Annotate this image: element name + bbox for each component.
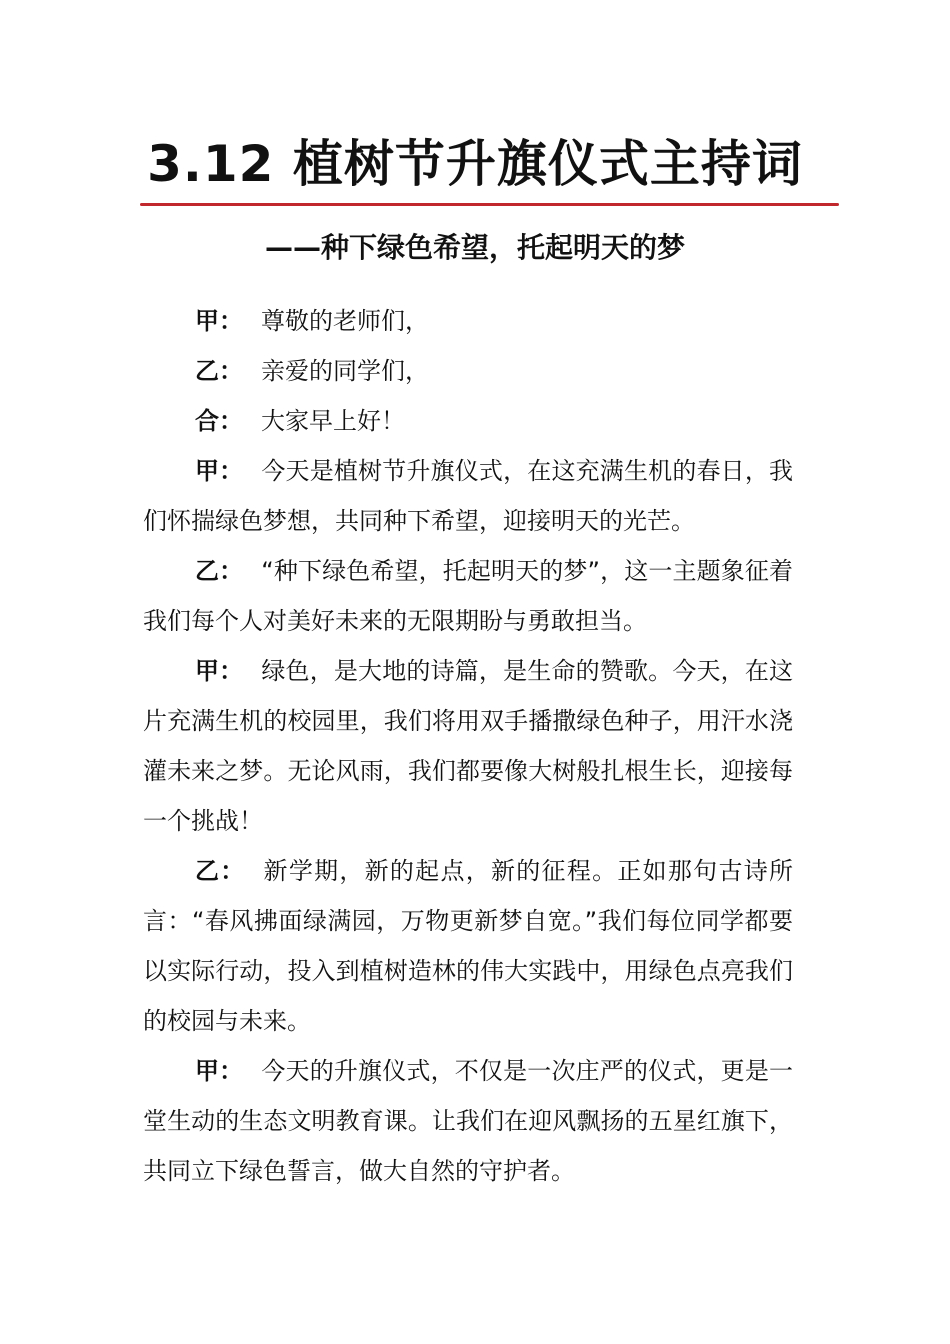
dialogue-paragraph: [143, 346, 793, 396]
dialogue-paragraph: [143, 396, 793, 446]
paragraph-text: 新学期，新的起点，新的征程。正如那句古诗所言：“春风拂面绿满园，万物更新梦自宽。”我们每位同学都要以实际行动，投入到植树造林的伟大实践中，用绿色点亮我们的校园与未来。: [143, 857, 793, 1035]
dialogue-paragraph: [143, 446, 793, 546]
dialogue-paragraph: [143, 1046, 793, 1196]
document-subtitle: ——种下绿色希望，托起明天的梦: [264, 231, 685, 264]
paragraph-text: “种下绿色希望，托起明天的梦”，这一主题象征着我们每个人对美好未来的无限期盼与勇敢担当。: [143, 557, 793, 635]
dialogue-paragraph: [143, 646, 793, 846]
dialogue-paragraph: [143, 296, 793, 346]
paragraph-text: 今天是植树节升旗仪式，在这充满生机的春日，我们怀揣绿色梦想，共同种下希望，迎接明天的光芒。: [143, 457, 794, 535]
speaker-label: 乙：: [195, 357, 243, 385]
title-underline: [140, 203, 839, 206]
paragraph-text: 今天的升旗仪式，不仅是一次庄严的仪式，更是一堂生动的生态文明教育课。让我们在迎风飘扬的五星红旗下，共同立下绿色誓言，做大自然的守护者。: [143, 1057, 794, 1185]
paragraph-text: 绿色，是大地的诗篇，是生命的赞歌。今天，在这片充满生机的校园里，我们将用双手播撒绿色种子，用汗水浇灌未来之梦。无论风雨，我们都要像大树般扎根生长，迎接每一个挑战！: [143, 657, 794, 835]
speaker-label: 甲：: [195, 457, 244, 485]
document-title: 3.12 植树节升旗仪式主持词: [147, 135, 803, 193]
document-body: [143, 296, 793, 1196]
paragraph-text: 亲爱的同学们，: [261, 357, 429, 385]
paragraph-text: 大家早上好！: [261, 407, 405, 435]
dialogue-paragraph: [143, 546, 793, 646]
speaker-label: 乙：: [195, 557, 244, 585]
speaker-label: 甲：: [195, 307, 243, 335]
speaker-label: 乙：: [195, 857, 246, 885]
speaker-label: 甲：: [195, 1057, 244, 1085]
paragraph-text: 尊敬的老师们，: [261, 307, 429, 335]
speaker-label: 合：: [195, 407, 243, 435]
dialogue-paragraph: [143, 846, 793, 1046]
speaker-label: 甲：: [195, 657, 244, 685]
